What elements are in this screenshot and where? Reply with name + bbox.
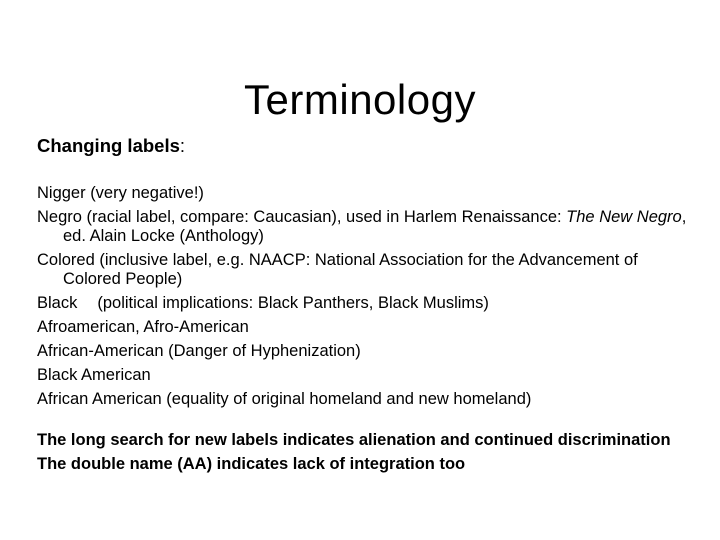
- label-text: Negro (racial label, compare: Caucasian), used in Harlem Renaissance:: [37, 208, 567, 226]
- label-item: [37, 366, 687, 385]
- label-text: Colored (inclusive label, e.g. NAACP: National Association for the Advancement of Colored People): [37, 251, 638, 288]
- label-item: [37, 208, 687, 246]
- slide-title: Terminology: [244, 76, 476, 124]
- label-text: African-American (Danger of Hyphenization): [37, 342, 361, 360]
- section-heading: [37, 134, 687, 158]
- label-text: Nigger (very negative!): [37, 184, 204, 202]
- book-title: The New Negro: [566, 208, 682, 226]
- spacer: [37, 414, 687, 431]
- label-item: [37, 342, 687, 361]
- label-item: [37, 294, 687, 313]
- label-note: (political implications: Black Panthers, Black Muslims): [97, 294, 489, 312]
- section-heading-label: Changing labels: [37, 135, 180, 156]
- label-term: Black: [37, 294, 78, 312]
- conclusion-item: The double name (AA) indicates lack of integration too: [37, 455, 466, 473]
- label-text: African American (equality of original homeland and new homeland): [37, 390, 532, 408]
- conclusion-item: The long search for new labels indicates alienation and continued discrimination: [37, 431, 671, 449]
- label-text: Black American: [37, 366, 151, 384]
- section-heading-colon: :: [179, 135, 186, 156]
- label-item: [37, 318, 687, 337]
- label-text: Afroamerican, Afro-American: [37, 318, 249, 336]
- label-item: [37, 184, 687, 203]
- spacer: [37, 158, 687, 184]
- label-item: [37, 251, 687, 289]
- label-text-after: , ed. Alain Locke (Anthology): [63, 208, 687, 245]
- label-item: [37, 390, 687, 409]
- slide-body: [37, 134, 687, 479]
